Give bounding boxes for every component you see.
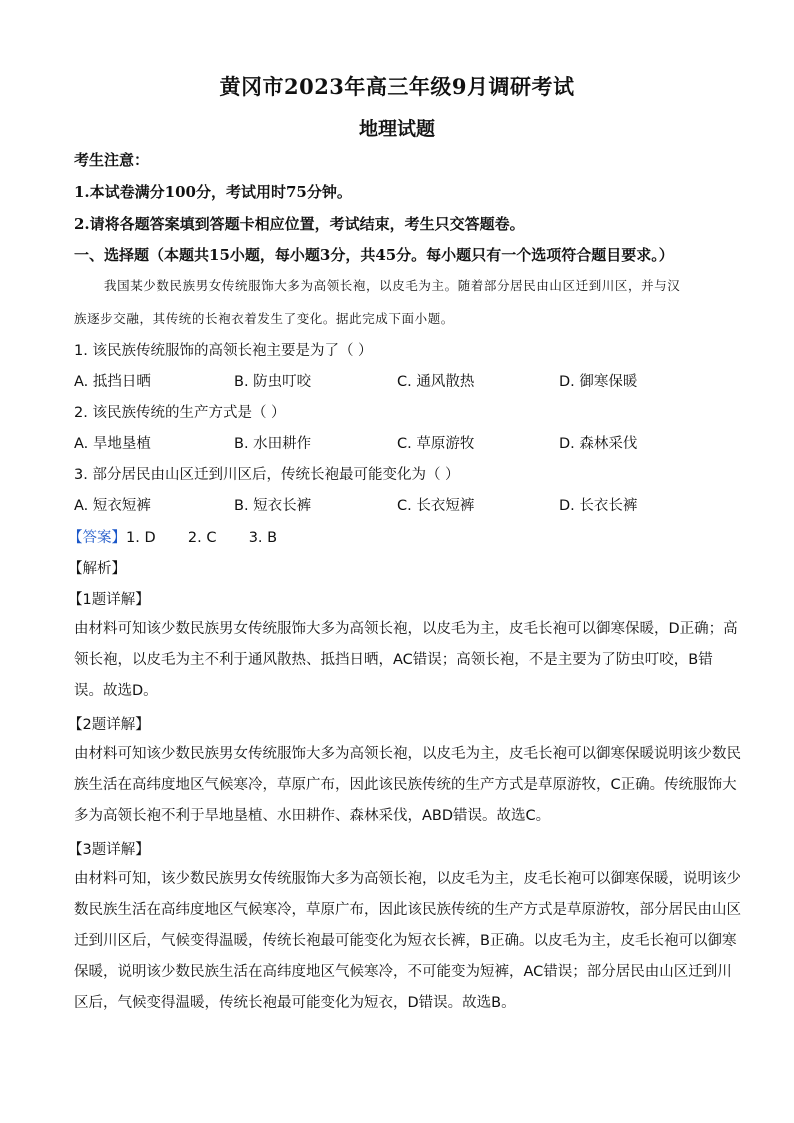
q2-option-a: A. 旱地垦植 <box>74 436 151 452</box>
answer-text: 1. D 2. C 3. B <box>126 530 278 546</box>
page-title: 黄冈市2023年高三年级9月调研考试 <box>219 74 575 99</box>
q2-option-c: C. 草原游牧 <box>397 436 475 452</box>
material-line-1: 我国某少数民族男女传统服饰大多为高领长袍，以皮毛为主。随着部分居民由山区迁到川区，并与汉 <box>104 278 681 293</box>
q2-option-b: B. 水田耕作 <box>234 436 312 452</box>
detail-1-text <box>74 614 738 707</box>
detail-3-line: 由材料可知，该少数民族男女传统服饰大多为高领长袍，以皮毛为主，皮毛长袍可以御寒保暖，说明该少 <box>74 871 741 887</box>
q3-option-d: D. 长衣长裤 <box>559 498 638 514</box>
detail-1-line: 由材料可知该少数民族男女传统服饰大多为高领长袍，以皮毛为主，皮毛长袍可以御寒保暖，D正确；高 <box>74 621 738 637</box>
analysis-label: 【解析】 <box>68 561 126 577</box>
question-3-stem: 3. 部分居民由山区迁到川区后，传统长袍最可能变化为（ ） <box>74 467 460 483</box>
q1-option-b: B. 防虫叮咬 <box>234 374 312 390</box>
detail-3-label: 【3题详解】 <box>68 842 150 858</box>
notice-item-1: 1.本试卷满分100分，考试用时75分钟。 <box>74 183 352 201</box>
detail-3-line: 区后，气候变得温暖，传统长袍最可能变化为短衣，D错误。故选B。 <box>74 995 516 1011</box>
detail-3-line: 保暖，说明该少数民族生活在高纬度地区气候寒冷，不可能变为短裤，AC错误；部分居民由山区迁到川 <box>74 964 732 980</box>
detail-2-text <box>74 739 741 832</box>
detail-3-line: 数民族生活在高纬度地区气候寒冷，草原广布，因此该民族传统的生产方式是草原游牧，部分居民由山区 <box>74 902 741 918</box>
detail-1-line: 领长袍，以皮毛为主不利于通风散热、抵挡日晒，AC错误；高领长袍，不是主要为了防虫叮咬，B错 <box>74 652 713 668</box>
notice-heading: 考生注意： <box>74 151 150 169</box>
q1-option-c: C. 通风散热 <box>397 374 475 390</box>
detail-2-line: 由材料可知该少数民族男女传统服饰大多为高领长袍，以皮毛为主，皮毛长袍可以御寒保暖说明该少数民 <box>74 746 741 762</box>
q1-option-d: D. 御寒保暖 <box>559 374 638 390</box>
detail-2-line: 多为高领长袍不利于旱地垦植、水田耕作、森林采伐，ABD错误。故选C。 <box>74 808 551 824</box>
q3-option-b: B. 短衣长裤 <box>234 498 312 514</box>
material-line-2: 族逐步交融，其传统的长袍衣着发生了变化。据此完成下面小题。 <box>74 311 454 326</box>
detail-1-line: 误。故选D。 <box>74 683 158 699</box>
q2-option-d: D. 森林采伐 <box>559 436 638 452</box>
q3-option-a: A. 短衣短裤 <box>74 498 151 514</box>
question-2-stem: 2. 该民族传统的生产方式是（ ） <box>74 405 286 421</box>
notice-item-2: 2.请将各题答案填到答题卡相应位置，考试结束，考生只交答题卷。 <box>74 215 525 233</box>
section-title: 一、选择题（本题共15小题，每小题3分，共45分。每小题只有一个选项符合题目要求。） <box>74 246 674 264</box>
detail-1-label: 【1题详解】 <box>68 592 150 608</box>
detail-2-label: 【2题详解】 <box>68 717 150 733</box>
q1-option-a: A. 抵挡日晒 <box>74 374 151 390</box>
detail-3-text <box>74 864 741 1019</box>
detail-3-line: 迁到川区后，气候变得温暖，传统长袍最可能变化为短衣长裤，B正确。以皮毛为主，皮毛长袍可以御寒 <box>74 933 737 949</box>
q3-option-c: C. 长衣短裤 <box>397 498 475 514</box>
detail-2-line: 族生活在高纬度地区气候寒冷，草原广布，因此该民族传统的生产方式是草原游牧，C正确。传统服饰大 <box>74 777 737 793</box>
question-1-stem: 1. 该民族传统服饰的高领长袍主要是为了（ ） <box>74 343 373 359</box>
subject-title: 地理试题 <box>358 118 435 140</box>
answer-row <box>68 526 277 547</box>
answer-label: 【答案】 <box>68 530 126 546</box>
